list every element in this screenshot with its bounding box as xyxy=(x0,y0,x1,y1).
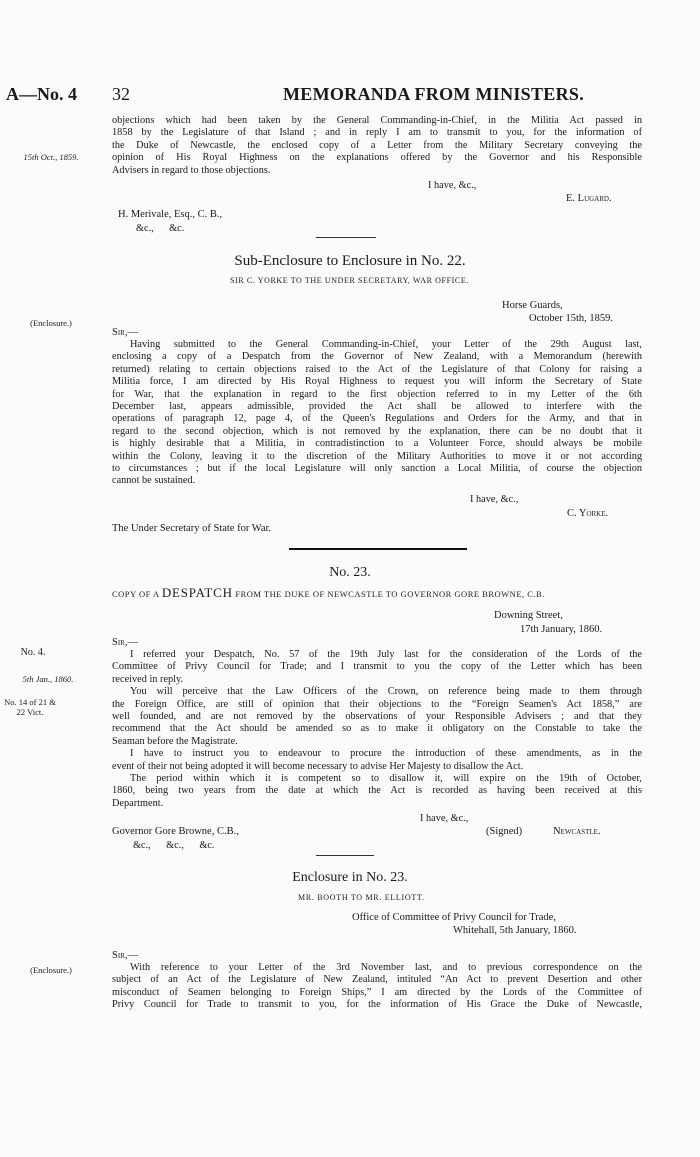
text-line: operations of paragraph 12, page 4, of the Queen's Regulations and Orders for the Army, and that in xyxy=(112,413,642,425)
no-23-title: No. 23. xyxy=(329,565,371,580)
place-downing-street: Downing Street, xyxy=(494,610,563,621)
text-line: I referred your Despatch, No. 57 of the 19th July last for the consideration of the Lords of the xyxy=(130,649,642,660)
closing-1: I have, &c., xyxy=(428,180,477,191)
sub-enclosure-subtitle: SIR C. YORKE TO THE UNDER SECRETARY, WAR OFFICE. xyxy=(230,276,469,285)
text-line: You will perceive that the Law Officers of the Crown, on reference being made to them through xyxy=(130,686,642,698)
text-line: is highly desirable that a Militia, in contradistinction to a Volunteer Force, should always be mobile xyxy=(112,438,642,450)
text-line: opinion of His Royal Highness on the explanations offered by the Governor and his Responsible xyxy=(112,152,642,164)
text-line: Department. xyxy=(112,797,164,809)
text-line: Having submitted to the General Commanding-in-Chief, your Letter of the 29th August last, xyxy=(130,339,642,350)
margin-enclosure-2: (Enclosure.) xyxy=(30,965,72,975)
text-line: enclosing a copy of a Despatch from the Governor of New Zealand, with a Memorandum (herewith xyxy=(112,351,642,363)
closing-2: I have, &c., xyxy=(470,494,519,505)
enclosure-23-subtitle: MR. BOOTH TO MR. ELLIOTT. xyxy=(298,893,425,902)
no-23-body xyxy=(112,649,642,810)
place-board-of-trade: Office of Committee of Privy Council for Trade, xyxy=(352,912,556,923)
date-jan-5-1860: Whitehall, 5th January, 1860. xyxy=(453,925,577,936)
margin-date-oct-1859: 15th Oct., 1859. xyxy=(23,152,79,162)
enclosure-23-title: Enclosure in No. 23. xyxy=(292,870,408,885)
text-line: Militia force, I am directed by His Royal Highness to request you will inform the Secretary of State xyxy=(112,376,642,388)
text-line: recommend that the Act should be amended so as to make it obligatory on the Constable to take the xyxy=(112,723,642,735)
margin-date-jan-1860: 5th Jan., 1860. xyxy=(22,674,74,684)
addressee-war-office: The Under Secretary of State for War. xyxy=(112,523,272,534)
addressee-gore-browne: Governor Gore Browne, C.B., xyxy=(112,826,239,837)
text-line: within the Colony, leaving it to the discretion of the Military Authorities to move it or not according xyxy=(112,450,642,462)
text-line: With reference to your Letter of the 3rd November last, and to previous correspondence on the xyxy=(130,962,642,973)
text-line: misconduct of Seamen belonging to Foreign Ships,” I am directed by the Lords of the Committee of xyxy=(112,986,642,998)
separator-rule xyxy=(316,855,374,856)
section-rule xyxy=(289,548,467,550)
text-line: regard to the second objection, which is not removed by the explanation, there can be no doubt that it xyxy=(112,425,642,437)
text-line: returned) relating to certain objections raised to the Act of the Legislature of that Colony for raising a xyxy=(112,363,642,375)
margin-no-4: No. 4. xyxy=(20,647,46,658)
sub-enclosure-body xyxy=(112,339,642,488)
place-horse-guards: Horse Guards, xyxy=(502,300,563,311)
text-line: Seaman before the Magistrate. xyxy=(112,735,238,747)
text-line: Advisers in regard to those objections. xyxy=(112,164,271,176)
text-line: The period within which it is competent so to disallow it, will expire on the 19th of October, xyxy=(130,773,642,785)
salutation-2: Sir,— xyxy=(112,637,138,648)
subtitle-part: FROM THE DUKE OF NEWCASTLE TO GOVERNOR GORE BROWNE, C.B. xyxy=(235,589,545,599)
text-line: objections which had been taken by the General Commanding-in-Chief, in the Militia Act passed in xyxy=(112,115,642,126)
text-line: received in reply. xyxy=(112,673,184,685)
date-oct-1859: October 15th, 1859. xyxy=(529,313,613,324)
text-line: 1858 by the Legislature of that Island ; and in reply I am to transmit to you, for the information of xyxy=(112,127,642,139)
text-line: I have to instruct you to endeavour to procure the introduction of these amendments, as in the xyxy=(130,748,642,760)
subtitle-despatch: DESPATCH xyxy=(161,585,233,600)
text-line: December last, appears admissible, provided the Act shall be allowed to interfere with the xyxy=(112,401,642,413)
text-line: event of their not being adopted it will become necessary to advise Her Majesty to disallow the Act. xyxy=(112,760,524,772)
text-line: Privy Council for Trade to transmit to you, for the information of His Grace the Duke of Newcastle, xyxy=(112,999,642,1011)
subtitle-part: COPY OF A xyxy=(112,589,160,599)
text-line: subject of an Act of the Legislature of New Zealand, intituled “An Act to prevent Desertion and other xyxy=(112,974,642,986)
sub-enclosure-title: Sub-Enclosure to Enclosure in No. 22. xyxy=(234,253,466,269)
separator-rule xyxy=(316,237,376,238)
signed-label: (Signed) xyxy=(486,826,523,837)
enclosure-23-body xyxy=(112,962,642,1012)
text-line: cannot be sustained. xyxy=(112,475,196,487)
salutation-3: Sir,— xyxy=(112,950,138,961)
section-label: A—No. 4 xyxy=(6,84,77,104)
page-title: MEMORANDA FROM MINISTERS. xyxy=(283,84,585,104)
date-jan-17-1860: 17th January, 1860. xyxy=(520,624,603,635)
text-line: the Foreign Office, are still of opinion that their objections to the “Foreign Seamen's Act 1858,” are xyxy=(112,698,642,710)
signature-yorke: C. Yorke. xyxy=(567,508,609,519)
salutation-1: Sir,— xyxy=(112,327,138,338)
text-line: well founded, and are not removed by the observations of your Responsible Advisers ; and that they xyxy=(112,711,642,723)
margin-act-reference: No. 14 of 21 & 22 Vict. xyxy=(4,697,56,717)
no-23-subtitle xyxy=(112,585,545,601)
text-line: the Duke of Newcastle, the enclosed copy of a Letter from the Military Secretary conveying the xyxy=(112,139,642,151)
addressee-merivale: H. Merivale, Esq., C. B., xyxy=(118,209,223,220)
addressee-etc-2: &c., &c., &c. xyxy=(133,840,215,851)
margin-enclosure-1: (Enclosure.) xyxy=(30,318,72,328)
page-number: 32 xyxy=(112,84,130,104)
text-line: Committee of Privy Council for Trade; and I transmit to you the copy of the Letter which has been xyxy=(112,661,642,673)
addressee-etc: &c., &c. xyxy=(136,223,185,234)
text-line: for War, that the explanation in regard to the first objection referred to in my Letter of the 6th xyxy=(112,388,642,400)
signature-lugard: E. Lugard. xyxy=(566,193,612,204)
closing-3: I have, &c., xyxy=(420,813,469,824)
letter-1-body xyxy=(112,115,642,177)
text-line: to circumstances ; but if the local Legislature will only sanction a Local Militia, of course the objection xyxy=(112,463,642,475)
text-line: 1860, being two years from the date at which the Act is recorded as having been received at this xyxy=(112,785,642,797)
signature-newcastle: Newcastle. xyxy=(553,826,601,837)
